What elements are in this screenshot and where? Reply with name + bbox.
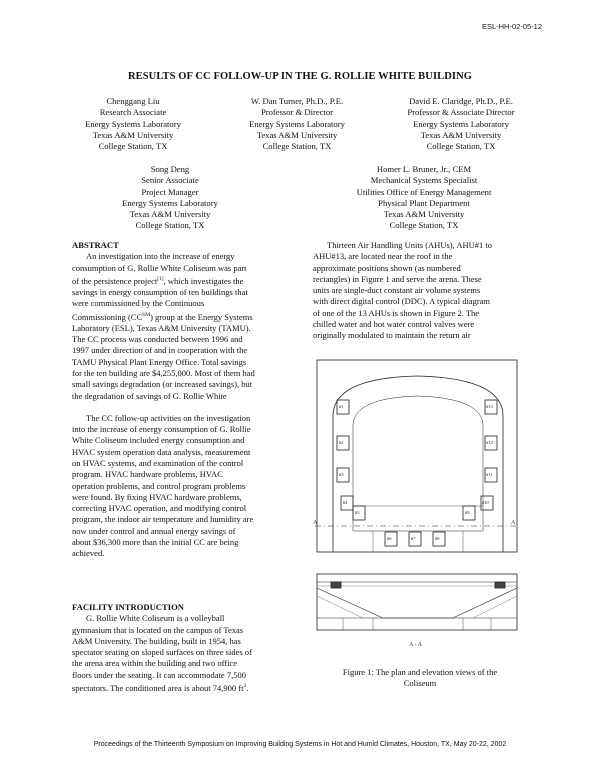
ahu-label: #1 bbox=[339, 404, 344, 409]
facility-line: the arena area within the building and two office bbox=[72, 658, 238, 669]
abstract-line: The CC process was conducted between 1996 and bbox=[72, 334, 243, 345]
author-line: Utilities Office of Energy Management bbox=[356, 186, 492, 197]
facility-section bbox=[72, 602, 287, 694]
author-line: Texas A&M University bbox=[420, 129, 502, 140]
ahu-label: #3 bbox=[339, 472, 344, 477]
elevation-label: A - A bbox=[409, 642, 423, 648]
author-line: Physical Plant Department bbox=[378, 197, 470, 208]
author-line: Energy Systems Laboratory bbox=[413, 118, 509, 129]
facility-heading: FACILITY INTRODUCTION bbox=[72, 602, 184, 612]
citation-mark: [1] bbox=[157, 275, 164, 282]
facility-line: spectators. The conditioned area is about 74,900 $ft^2$. bbox=[72, 682, 249, 693]
author-line: Project Manager bbox=[141, 186, 199, 197]
abstract-line: were found. By fixing HVAC hardware problems, bbox=[72, 491, 242, 502]
abstract-line: correcting HVAC operation, and modifying control bbox=[72, 503, 247, 514]
body-line: units are single-duct constant air volume systems bbox=[313, 285, 481, 296]
author-line: College Station, TX bbox=[262, 141, 332, 152]
abstract-line: 1997 under direction of and in cooperation with the bbox=[72, 345, 248, 356]
abstract-line: operation problems, and control program problems bbox=[72, 480, 246, 491]
ahu-units bbox=[337, 400, 497, 546]
section-label-right: A bbox=[511, 520, 516, 526]
author-line: Energy Systems Laboratory bbox=[122, 197, 218, 208]
body-line: Thirteen Air Handling Units (AHUs), AHU#1 to bbox=[327, 240, 493, 250]
abstract-line: program, the indoor air temperature and humidity are bbox=[72, 514, 254, 525]
author-line: Mechanical Systems Specialist bbox=[370, 175, 478, 186]
author-line: Energy Systems Laboratory bbox=[249, 118, 345, 129]
author-name: Chenggang Liu bbox=[106, 96, 160, 106]
author-block-4 bbox=[100, 164, 240, 232]
ahu-label: #9 bbox=[465, 510, 470, 515]
ahu-label: #2 bbox=[339, 440, 344, 445]
abstract-line: into the increase of energy consumption of G. Rollie bbox=[72, 424, 251, 435]
figure-1-plan-elevation bbox=[313, 356, 520, 668]
author-line: College Station, TX bbox=[426, 141, 496, 152]
caption-line: Figure 1: The plan and elevation views of the bbox=[342, 667, 498, 677]
superscript: 2 bbox=[243, 683, 247, 690]
abstract-line: White Coliseum included energy consumption and bbox=[72, 435, 245, 446]
abstract-line: small savings degradation (or increased savings), but bbox=[72, 379, 253, 390]
abstract-line: achieved. bbox=[72, 548, 105, 559]
court-outline bbox=[353, 396, 483, 531]
author-block-3 bbox=[394, 96, 528, 152]
body-line: with direct digital control (DDC). A typical diagram bbox=[313, 296, 491, 307]
body-line: of one of the 13 AHUs is shown in Figure 2. The bbox=[313, 307, 480, 318]
abstract-line: Laboratory (ESL), Texas A&M University (TAMU). bbox=[72, 322, 251, 333]
author-line: Professor & Director bbox=[260, 107, 334, 118]
plan-outline bbox=[317, 360, 517, 552]
author-line: College Station, TX bbox=[389, 220, 459, 231]
abstract-line: on HVAC systems, and examination of the control bbox=[72, 458, 244, 468]
ahu-label: #4 bbox=[343, 500, 348, 505]
author-block-1 bbox=[68, 96, 198, 152]
abstract-section bbox=[72, 240, 287, 560]
ahu-label: #7 bbox=[411, 536, 416, 541]
body-line: originally modulated to maintain the return air bbox=[313, 330, 471, 341]
body-line: AHU#13, are located near the roof in the bbox=[313, 251, 453, 262]
facility-line: gymnasium that is located on the campus of Texas bbox=[72, 624, 244, 635]
abstract-line: HVAC system operation data analysis, measurement bbox=[72, 446, 251, 457]
figure-caption bbox=[320, 667, 520, 689]
abstract-line: An investigation into the increase of energy bbox=[86, 251, 235, 262]
abstract-line: Commissioning (CC℠) group at the Energy Systems bbox=[72, 311, 253, 322]
abstract-line: the degradation of savings of G. Rollie White bbox=[72, 390, 227, 401]
author-name: Song Deng bbox=[150, 164, 190, 174]
document-id: ESL-HH-02-05-12 bbox=[481, 22, 542, 31]
ahu-label: #6 bbox=[387, 536, 392, 541]
author-block-2 bbox=[232, 96, 362, 152]
service-mark: SM bbox=[142, 311, 151, 318]
elevation-view bbox=[317, 574, 517, 630]
author-line: Texas A&M University bbox=[383, 209, 465, 220]
body-line: chilled water and hot water control valves were bbox=[313, 319, 475, 330]
ahu-label: #12 bbox=[486, 440, 493, 445]
author-line: College Station, TX bbox=[135, 220, 205, 231]
arena-outline bbox=[333, 376, 503, 552]
abstract-line: program. HVAC hardware problems, HVAC bbox=[72, 469, 223, 480]
caption-line: Coliseum bbox=[403, 678, 437, 688]
facility-line: G. Rollie White Coliseum is a volleyball bbox=[86, 613, 225, 624]
author-line: Senior Associate bbox=[141, 175, 199, 186]
paper-title: RESULTS OF CC FOLLOW-UP IN THE G. ROLLIE WHITE BUILDING bbox=[127, 71, 473, 82]
author-line: Texas A&M University bbox=[256, 129, 338, 140]
author-block-5 bbox=[334, 164, 514, 232]
author-line: Texas A&M University bbox=[129, 209, 211, 220]
abstract-line: of the persistence project[1], which investigates the bbox=[72, 275, 244, 286]
author-line: Professor & Associate Director bbox=[407, 107, 515, 118]
proceedings-footer: Proceedings of the Thirteenth Symposium on Improving Building Systems in Hot and Humid Climates, Houston, TX, May 20-22, 2002 bbox=[93, 741, 507, 748]
abstract-line: about $36,300 more than the initial CC are being bbox=[72, 537, 239, 548]
author-line: College Station, TX bbox=[98, 141, 168, 152]
ahu-description bbox=[313, 240, 528, 342]
author-name: Homer L. Bruner, Jr., CEM bbox=[376, 164, 472, 174]
ahu-label: #10 bbox=[482, 500, 489, 505]
author-line: Energy Systems Laboratory bbox=[85, 118, 181, 129]
abstract-line: consumption of G. Rollie White Coliseum was part bbox=[72, 262, 247, 273]
body-line: approximate positions shown (as numbered bbox=[313, 262, 461, 273]
ahu-label: #11 bbox=[486, 472, 493, 477]
author-name: W. Dan Turner, Ph.D., P.E. bbox=[250, 96, 344, 106]
ahu-label: #13 bbox=[486, 404, 493, 409]
facility-line: floors under the seating. It can accommodate 7,500 bbox=[72, 669, 246, 680]
ahu-label: #8 bbox=[435, 536, 440, 541]
author-name: David E. Claridge, Ph.D., P.E. bbox=[409, 96, 513, 106]
abstract-line: now under control and annual energy savings of bbox=[72, 525, 236, 536]
abstract-line: TAMU Physical Plant Energy Office. Total savings bbox=[72, 356, 247, 367]
author-line: Texas A&M University bbox=[92, 129, 174, 140]
ahu-label: #5 bbox=[355, 510, 360, 515]
facility-line: A&M University. The building, built in 1954, has bbox=[72, 635, 241, 646]
body-line: rectangles) in Figure 1 and serve the arena. These bbox=[313, 273, 482, 284]
facility-line: spectator seating on sloped surfaces on three sides of bbox=[72, 647, 252, 658]
abstract-line: for the ten building are $4,255,000. Most of them had bbox=[72, 367, 255, 378]
abstract-line: savings in energy consumption of ten buildings that bbox=[72, 287, 248, 298]
section-label-left: A bbox=[313, 520, 318, 526]
abstract-line: The CC follow-up activities on the investigation bbox=[86, 412, 251, 423]
abstract-heading: ABSTRACT bbox=[72, 240, 119, 250]
abstract-line: were commissioned by the Continuous bbox=[72, 298, 205, 309]
author-line: Research Associate bbox=[99, 107, 167, 118]
